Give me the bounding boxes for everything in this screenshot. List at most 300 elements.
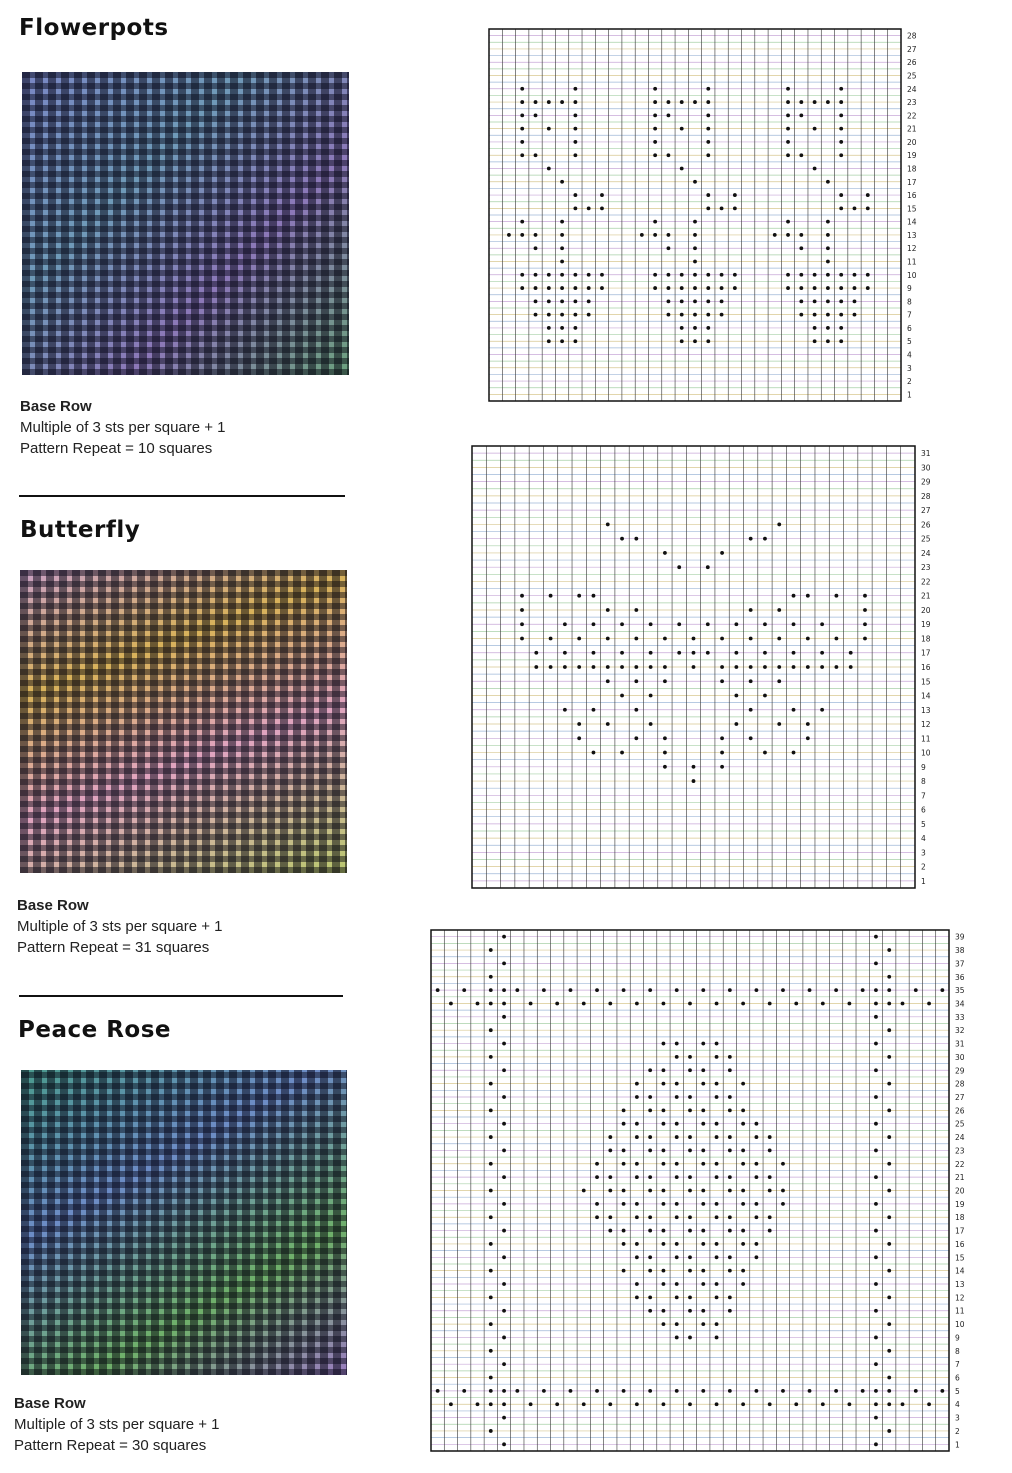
chart-filled-mesh-dot (648, 1389, 652, 1393)
chart-filled-mesh-dot (874, 1416, 878, 1420)
chart-filled-mesh-dot (701, 1322, 705, 1326)
flowerpots-swatch-photo (22, 72, 349, 375)
chart-filled-mesh-dot (489, 1135, 493, 1139)
chart-row-number: 26 (921, 520, 931, 530)
chart-row-number: 23 (955, 1146, 965, 1156)
chart-filled-mesh-dot (826, 233, 830, 237)
chart-row-number: 27 (955, 1092, 965, 1102)
peace-rose-title: Peace Rose (18, 1017, 172, 1043)
chart-filled-mesh-dot (734, 622, 738, 626)
chart-filled-mesh-dot (515, 988, 519, 992)
chart-filled-mesh-dot (786, 286, 790, 290)
chart-row-number: 4 (921, 834, 926, 844)
chart-filled-mesh-dot (777, 679, 781, 683)
chart-filled-mesh-dot (706, 100, 710, 104)
chart-filled-mesh-dot (648, 1269, 652, 1273)
chart-filled-mesh-dot (901, 1402, 905, 1406)
chart-filled-mesh-dot (734, 665, 738, 669)
chart-filled-mesh-dot (799, 246, 803, 250)
chart-filled-mesh-dot (806, 722, 810, 726)
chart-filled-mesh-dot (734, 694, 738, 698)
chart-row-number: 3 (907, 363, 912, 373)
chart-filled-mesh-dot (887, 1376, 891, 1380)
chart-filled-mesh-dot (777, 637, 781, 641)
chart-filled-mesh-dot (542, 1389, 546, 1393)
chart-filled-mesh-dot (839, 273, 843, 277)
section-divider (19, 995, 343, 997)
chart-row-number: 37 (955, 959, 965, 969)
chart-filled-mesh-dot (749, 708, 753, 712)
chart-filled-mesh-dot (520, 622, 524, 626)
chart-filled-mesh-dot (693, 180, 697, 184)
chart-filled-mesh-dot (706, 622, 710, 626)
chart-filled-mesh-dot (874, 1095, 878, 1099)
chart-filled-mesh-dot (808, 1389, 812, 1393)
chart-filled-mesh-dot (688, 1055, 692, 1059)
chart-filled-mesh-dot (866, 286, 870, 290)
chart-filled-mesh-dot (542, 988, 546, 992)
chart-filled-mesh-dot (692, 637, 696, 641)
chart-filled-mesh-dot (489, 1322, 493, 1326)
chart-filled-mesh-dot (839, 100, 843, 104)
chart-filled-mesh-dot (680, 326, 684, 330)
chart-filled-mesh-dot (701, 1229, 705, 1233)
chart-filled-mesh-dot (489, 1215, 493, 1219)
chart-row-number: 26 (907, 58, 917, 68)
chart-filled-mesh-dot (768, 1175, 772, 1179)
chart-filled-mesh-dot (662, 1269, 666, 1273)
chart-filled-mesh-dot (634, 608, 638, 612)
chart-row-number: 31 (921, 449, 931, 459)
chart-filled-mesh-dot (853, 273, 857, 277)
chart-filled-mesh-dot (622, 1189, 626, 1193)
chart-filled-mesh-dot (489, 1002, 493, 1006)
chart-filled-mesh-dot (675, 1055, 679, 1059)
chart-row-number: 14 (955, 1266, 965, 1276)
chart-filled-mesh-dot (560, 273, 564, 277)
chart-filled-mesh-dot (675, 988, 679, 992)
chart-row-number: 25 (907, 71, 917, 81)
chart-filled-mesh-dot (701, 1189, 705, 1193)
chart-filled-mesh-dot (560, 246, 564, 250)
chart-filled-mesh-dot (620, 537, 624, 541)
chart-filled-mesh-dot (635, 1215, 639, 1219)
chart-filled-mesh-dot (502, 1309, 506, 1313)
chart-filled-mesh-dot (749, 736, 753, 740)
chart-filled-mesh-dot (489, 1242, 493, 1246)
chart-filled-mesh-dot (728, 1095, 732, 1099)
chart-filled-mesh-dot (874, 935, 878, 939)
chart-filled-mesh-dot (648, 1135, 652, 1139)
chart-filled-mesh-dot (608, 1189, 612, 1193)
chart-filled-mesh-dot (489, 1082, 493, 1086)
chart-filled-mesh-dot (600, 273, 604, 277)
chart-filled-mesh-dot (648, 1215, 652, 1219)
chart-filled-mesh-dot (914, 988, 918, 992)
chart-filled-mesh-dot (706, 651, 710, 655)
chart-filled-mesh-dot (502, 1416, 506, 1420)
chart-filled-mesh-dot (755, 1215, 759, 1219)
chart-filled-mesh-dot (675, 1215, 679, 1219)
chart-filled-mesh-dot (653, 87, 657, 91)
chart-filled-mesh-dot (563, 651, 567, 655)
chart-row-number: 10 (921, 748, 931, 758)
chart-filled-mesh-dot (592, 665, 596, 669)
chart-filled-mesh-dot (662, 1149, 666, 1153)
chart-filled-mesh-dot (600, 206, 604, 210)
chart-filled-mesh-dot (635, 1162, 639, 1166)
chart-filled-mesh-dot (573, 313, 577, 317)
chart-filled-mesh-dot (549, 637, 553, 641)
chart-filled-mesh-dot (839, 140, 843, 144)
chart-filled-mesh-dot (606, 679, 610, 683)
chart-row-number: 24 (955, 1133, 965, 1143)
chart-row-number: 12 (955, 1293, 965, 1303)
chart-filled-mesh-dot (592, 594, 596, 598)
chart-row-number: 30 (921, 463, 931, 473)
chart-filled-mesh-dot (662, 1402, 666, 1406)
chart-filled-mesh-dot (595, 1202, 599, 1206)
chart-filled-mesh-dot (813, 286, 817, 290)
chart-filled-mesh-dot (874, 1362, 878, 1366)
chart-filled-mesh-dot (692, 665, 696, 669)
chart-row-number: 4 (907, 350, 912, 360)
chart-filled-mesh-dot (715, 1322, 719, 1326)
chart-filled-mesh-dot (489, 1349, 493, 1353)
chart-filled-mesh-dot (600, 193, 604, 197)
base-row-label: Base Row (20, 398, 92, 415)
section-divider (19, 495, 345, 497)
chart-filled-mesh-dot (773, 233, 777, 237)
chart-filled-mesh-dot (577, 665, 581, 669)
chart-filled-mesh-dot (667, 273, 671, 277)
chart-filled-mesh-dot (728, 1189, 732, 1193)
chart-row-number: 27 (907, 44, 917, 54)
chart-filled-mesh-dot (720, 665, 724, 669)
chart-filled-mesh-dot (640, 233, 644, 237)
chart-row-number: 5 (907, 337, 912, 347)
chart-row-number: 22 (921, 577, 931, 587)
chart-filled-mesh-dot (715, 1162, 719, 1166)
chart-filled-mesh-dot (663, 551, 667, 555)
chart-filled-mesh-dot (706, 206, 710, 210)
chart-filled-mesh-dot (720, 206, 724, 210)
chart-filled-mesh-dot (688, 1189, 692, 1193)
chart-filled-mesh-dot (560, 260, 564, 264)
chart-filled-mesh-dot (728, 1108, 732, 1112)
chart-filled-mesh-dot (706, 286, 710, 290)
chart-row-number: 21 (921, 591, 931, 601)
chart-filled-mesh-dot (755, 1202, 759, 1206)
chart-row-number: 1 (921, 876, 926, 886)
chart-filled-mesh-dot (813, 299, 817, 303)
chart-filled-mesh-dot (887, 1189, 891, 1193)
chart-filled-mesh-dot (547, 313, 551, 317)
chart-filled-mesh-dot (786, 87, 790, 91)
butterfly-info (17, 895, 223, 958)
chart-filled-mesh-dot (622, 1202, 626, 1206)
chart-filled-mesh-dot (675, 1122, 679, 1126)
chart-filled-mesh-dot (520, 233, 524, 237)
chart-filled-mesh-dot (813, 167, 817, 171)
chart-filled-mesh-dot (675, 1295, 679, 1299)
chart-filled-mesh-dot (799, 313, 803, 317)
chart-filled-mesh-dot (560, 299, 564, 303)
chart-filled-mesh-dot (781, 988, 785, 992)
chart-filled-mesh-dot (701, 1108, 705, 1112)
chart-filled-mesh-dot (734, 722, 738, 726)
chart-filled-mesh-dot (755, 1162, 759, 1166)
chart-filled-mesh-dot (662, 1309, 666, 1313)
chart-filled-mesh-dot (592, 651, 596, 655)
chart-filled-mesh-dot (635, 1135, 639, 1139)
chart-filled-mesh-dot (874, 961, 878, 965)
chart-row-number: 10 (955, 1320, 965, 1330)
chart-filled-mesh-dot (874, 988, 878, 992)
chart-row-number: 6 (955, 1373, 960, 1383)
chart-filled-mesh-dot (741, 1108, 745, 1112)
chart-filled-mesh-dot (489, 1189, 493, 1193)
chart-filled-mesh-dot (715, 1242, 719, 1246)
chart-filled-mesh-dot (706, 193, 710, 197)
chart-filled-mesh-dot (688, 1255, 692, 1259)
chart-filled-mesh-dot (667, 100, 671, 104)
chart-filled-mesh-dot (715, 1295, 719, 1299)
chart-filled-mesh-dot (675, 1042, 679, 1046)
chart-filled-mesh-dot (529, 1402, 533, 1406)
chart-filled-mesh-dot (547, 273, 551, 277)
chart-row-number: 39 (955, 932, 965, 942)
chart-filled-mesh-dot (577, 594, 581, 598)
chart-filled-mesh-dot (693, 273, 697, 277)
chart-filled-mesh-dot (502, 1255, 506, 1259)
chart-filled-mesh-dot (720, 679, 724, 683)
chart-filled-mesh-dot (648, 988, 652, 992)
chart-filled-mesh-dot (680, 286, 684, 290)
chart-filled-mesh-dot (662, 1042, 666, 1046)
chart-filled-mesh-dot (728, 1215, 732, 1219)
chart-row-number: 9 (907, 284, 912, 294)
chart-filled-mesh-dot (720, 637, 724, 641)
chart-row-number: 9 (955, 1333, 960, 1343)
chart-row-number: 2 (955, 1426, 960, 1436)
chart-filled-mesh-dot (874, 1175, 878, 1179)
chart-filled-mesh-dot (587, 313, 591, 317)
chart-filled-mesh-dot (808, 988, 812, 992)
base-row-label: Base Row (14, 1395, 86, 1412)
chart-filled-mesh-dot (813, 127, 817, 131)
chart-row-number: 18 (907, 164, 917, 174)
chart-filled-mesh-dot (733, 273, 737, 277)
chart-filled-mesh-dot (635, 1122, 639, 1126)
chart-filled-mesh-dot (555, 1002, 559, 1006)
chart-row-number: 8 (955, 1346, 960, 1356)
chart-filled-mesh-dot (874, 1202, 878, 1206)
chart-filled-mesh-dot (520, 87, 524, 91)
chart-row-number: 4 (955, 1400, 960, 1410)
chart-filled-mesh-dot (794, 1002, 798, 1006)
chart-row-number: 13 (907, 230, 917, 240)
chart-filled-mesh-dot (569, 988, 573, 992)
chart-filled-mesh-dot (821, 1402, 825, 1406)
chart-filled-mesh-dot (560, 326, 564, 330)
chart-filled-mesh-dot (835, 665, 839, 669)
chart-filled-mesh-dot (701, 1068, 705, 1072)
chart-filled-mesh-dot (887, 975, 891, 979)
chart-filled-mesh-dot (728, 1389, 732, 1393)
chart-filled-mesh-dot (573, 127, 577, 131)
chart-row-number: 24 (907, 84, 917, 94)
chart-filled-mesh-dot (763, 651, 767, 655)
chart-filled-mesh-dot (680, 339, 684, 343)
chart-row-number: 12 (921, 720, 931, 730)
chart-filled-mesh-dot (806, 665, 810, 669)
chart-filled-mesh-dot (577, 722, 581, 726)
chart-filled-mesh-dot (728, 1055, 732, 1059)
chart-filled-mesh-dot (706, 140, 710, 144)
chart-filled-mesh-dot (489, 948, 493, 952)
chart-row-number: 28 (907, 31, 917, 41)
chart-filled-mesh-dot (587, 299, 591, 303)
chart-filled-mesh-dot (768, 1002, 772, 1006)
chart-filled-mesh-dot (755, 1389, 759, 1393)
chart-filled-mesh-dot (755, 988, 759, 992)
chart-filled-mesh-dot (663, 765, 667, 769)
chart-filled-mesh-dot (573, 113, 577, 117)
chart-filled-mesh-dot (635, 1082, 639, 1086)
chart-filled-mesh-dot (547, 286, 551, 290)
chart-row-number: 7 (921, 791, 926, 801)
chart-filled-mesh-dot (799, 233, 803, 237)
chart-filled-mesh-dot (701, 1389, 705, 1393)
chart-filled-mesh-dot (839, 153, 843, 157)
chart-filled-mesh-dot (728, 1229, 732, 1233)
chart-filled-mesh-dot (692, 779, 696, 783)
chart-filled-mesh-dot (675, 1242, 679, 1246)
chart-filled-mesh-dot (680, 299, 684, 303)
chart-filled-mesh-dot (608, 1229, 612, 1233)
chart-filled-mesh-dot (706, 127, 710, 131)
chart-filled-mesh-dot (595, 1215, 599, 1219)
chart-filled-mesh-dot (887, 1002, 891, 1006)
chart-row-number: 19 (955, 1199, 965, 1209)
chart-filled-mesh-dot (662, 1229, 666, 1233)
chart-filled-mesh-dot (606, 523, 610, 527)
chart-filled-mesh-dot (701, 1202, 705, 1206)
chart-filled-mesh-dot (792, 708, 796, 712)
chart-row-number: 14 (921, 691, 931, 701)
chart-row-number: 11 (907, 257, 917, 267)
chart-filled-mesh-dot (502, 1042, 506, 1046)
chart-filled-mesh-dot (701, 1242, 705, 1246)
chart-row-number: 31 (955, 1039, 965, 1049)
chart-filled-mesh-dot (634, 665, 638, 669)
chart-filled-mesh-dot (874, 1255, 878, 1259)
chart-filled-mesh-dot (715, 1042, 719, 1046)
base-row-label: Base Row (17, 897, 89, 914)
chart-filled-mesh-dot (733, 286, 737, 290)
chart-filled-mesh-dot (606, 608, 610, 612)
chart-row-number: 5 (921, 819, 926, 829)
chart-filled-mesh-dot (680, 313, 684, 317)
chart-filled-mesh-dot (502, 1095, 506, 1099)
chart-filled-mesh-dot (534, 153, 538, 157)
chart-filled-mesh-dot (560, 313, 564, 317)
chart-row-number: 33 (955, 1012, 965, 1022)
chart-filled-mesh-dot (914, 1389, 918, 1393)
chart-row-number: 15 (907, 204, 917, 214)
chart-filled-mesh-dot (701, 1122, 705, 1126)
chart-row-number: 2 (921, 862, 926, 872)
chart-row-number: 15 (955, 1253, 965, 1263)
chart-filled-mesh-dot (693, 246, 697, 250)
chart-filled-mesh-dot (560, 286, 564, 290)
chart-filled-mesh-dot (813, 273, 817, 277)
chart-filled-mesh-dot (786, 100, 790, 104)
chart-row-number: 30 (955, 1052, 965, 1062)
chart-filled-mesh-dot (573, 206, 577, 210)
chart-filled-mesh-dot (600, 286, 604, 290)
chart-filled-mesh-dot (799, 113, 803, 117)
chart-filled-mesh-dot (847, 1002, 851, 1006)
chart-filled-mesh-dot (502, 1336, 506, 1340)
chart-row-number: 35 (955, 986, 965, 996)
chart-filled-mesh-dot (635, 1255, 639, 1259)
chart-row-number: 19 (921, 620, 931, 630)
chart-filled-mesh-dot (608, 1135, 612, 1139)
chart-filled-mesh-dot (768, 1215, 772, 1219)
chart-filled-mesh-dot (595, 988, 599, 992)
chart-filled-mesh-dot (547, 167, 551, 171)
chart-filled-mesh-dot (728, 1149, 732, 1153)
chart-filled-mesh-dot (887, 1349, 891, 1353)
chart-filled-mesh-dot (749, 637, 753, 641)
chart-filled-mesh-dot (866, 273, 870, 277)
chart-filled-mesh-dot (692, 651, 696, 655)
chart-filled-mesh-dot (887, 1108, 891, 1112)
chart-filled-mesh-dot (563, 665, 567, 669)
chart-filled-mesh-dot (887, 948, 891, 952)
chart-filled-mesh-dot (688, 1068, 692, 1072)
chart-filled-mesh-dot (648, 1189, 652, 1193)
chart-filled-mesh-dot (706, 87, 710, 91)
chart-row-number: 10 (907, 270, 917, 280)
chart-filled-mesh-dot (847, 1402, 851, 1406)
chart-filled-mesh-dot (741, 1189, 745, 1193)
chart-filled-mesh-dot (520, 153, 524, 157)
chart-filled-mesh-dot (667, 233, 671, 237)
chart-filled-mesh-dot (675, 1336, 679, 1340)
chart-filled-mesh-dot (688, 1309, 692, 1313)
chart-filled-mesh-dot (792, 751, 796, 755)
peace-rose-swatch-photo (21, 1070, 347, 1375)
chart-row-number: 19 (907, 151, 917, 161)
chart-filled-mesh-dot (667, 113, 671, 117)
chart-filled-mesh-dot (573, 299, 577, 303)
chart-filled-mesh-dot (861, 1389, 865, 1393)
chart-filled-mesh-dot (547, 299, 551, 303)
pattern-repeat-text: Pattern Repeat = 31 squares (17, 939, 210, 956)
chart-row-number: 7 (955, 1360, 960, 1370)
chart-filled-mesh-dot (667, 153, 671, 157)
chart-filled-mesh-dot (733, 206, 737, 210)
chart-filled-mesh-dot (462, 1389, 466, 1393)
chart-filled-mesh-dot (853, 286, 857, 290)
chart-filled-mesh-dot (620, 665, 624, 669)
chart-filled-mesh-dot (595, 1175, 599, 1179)
chart-filled-mesh-dot (741, 1202, 745, 1206)
chart-filled-mesh-dot (662, 1002, 666, 1006)
